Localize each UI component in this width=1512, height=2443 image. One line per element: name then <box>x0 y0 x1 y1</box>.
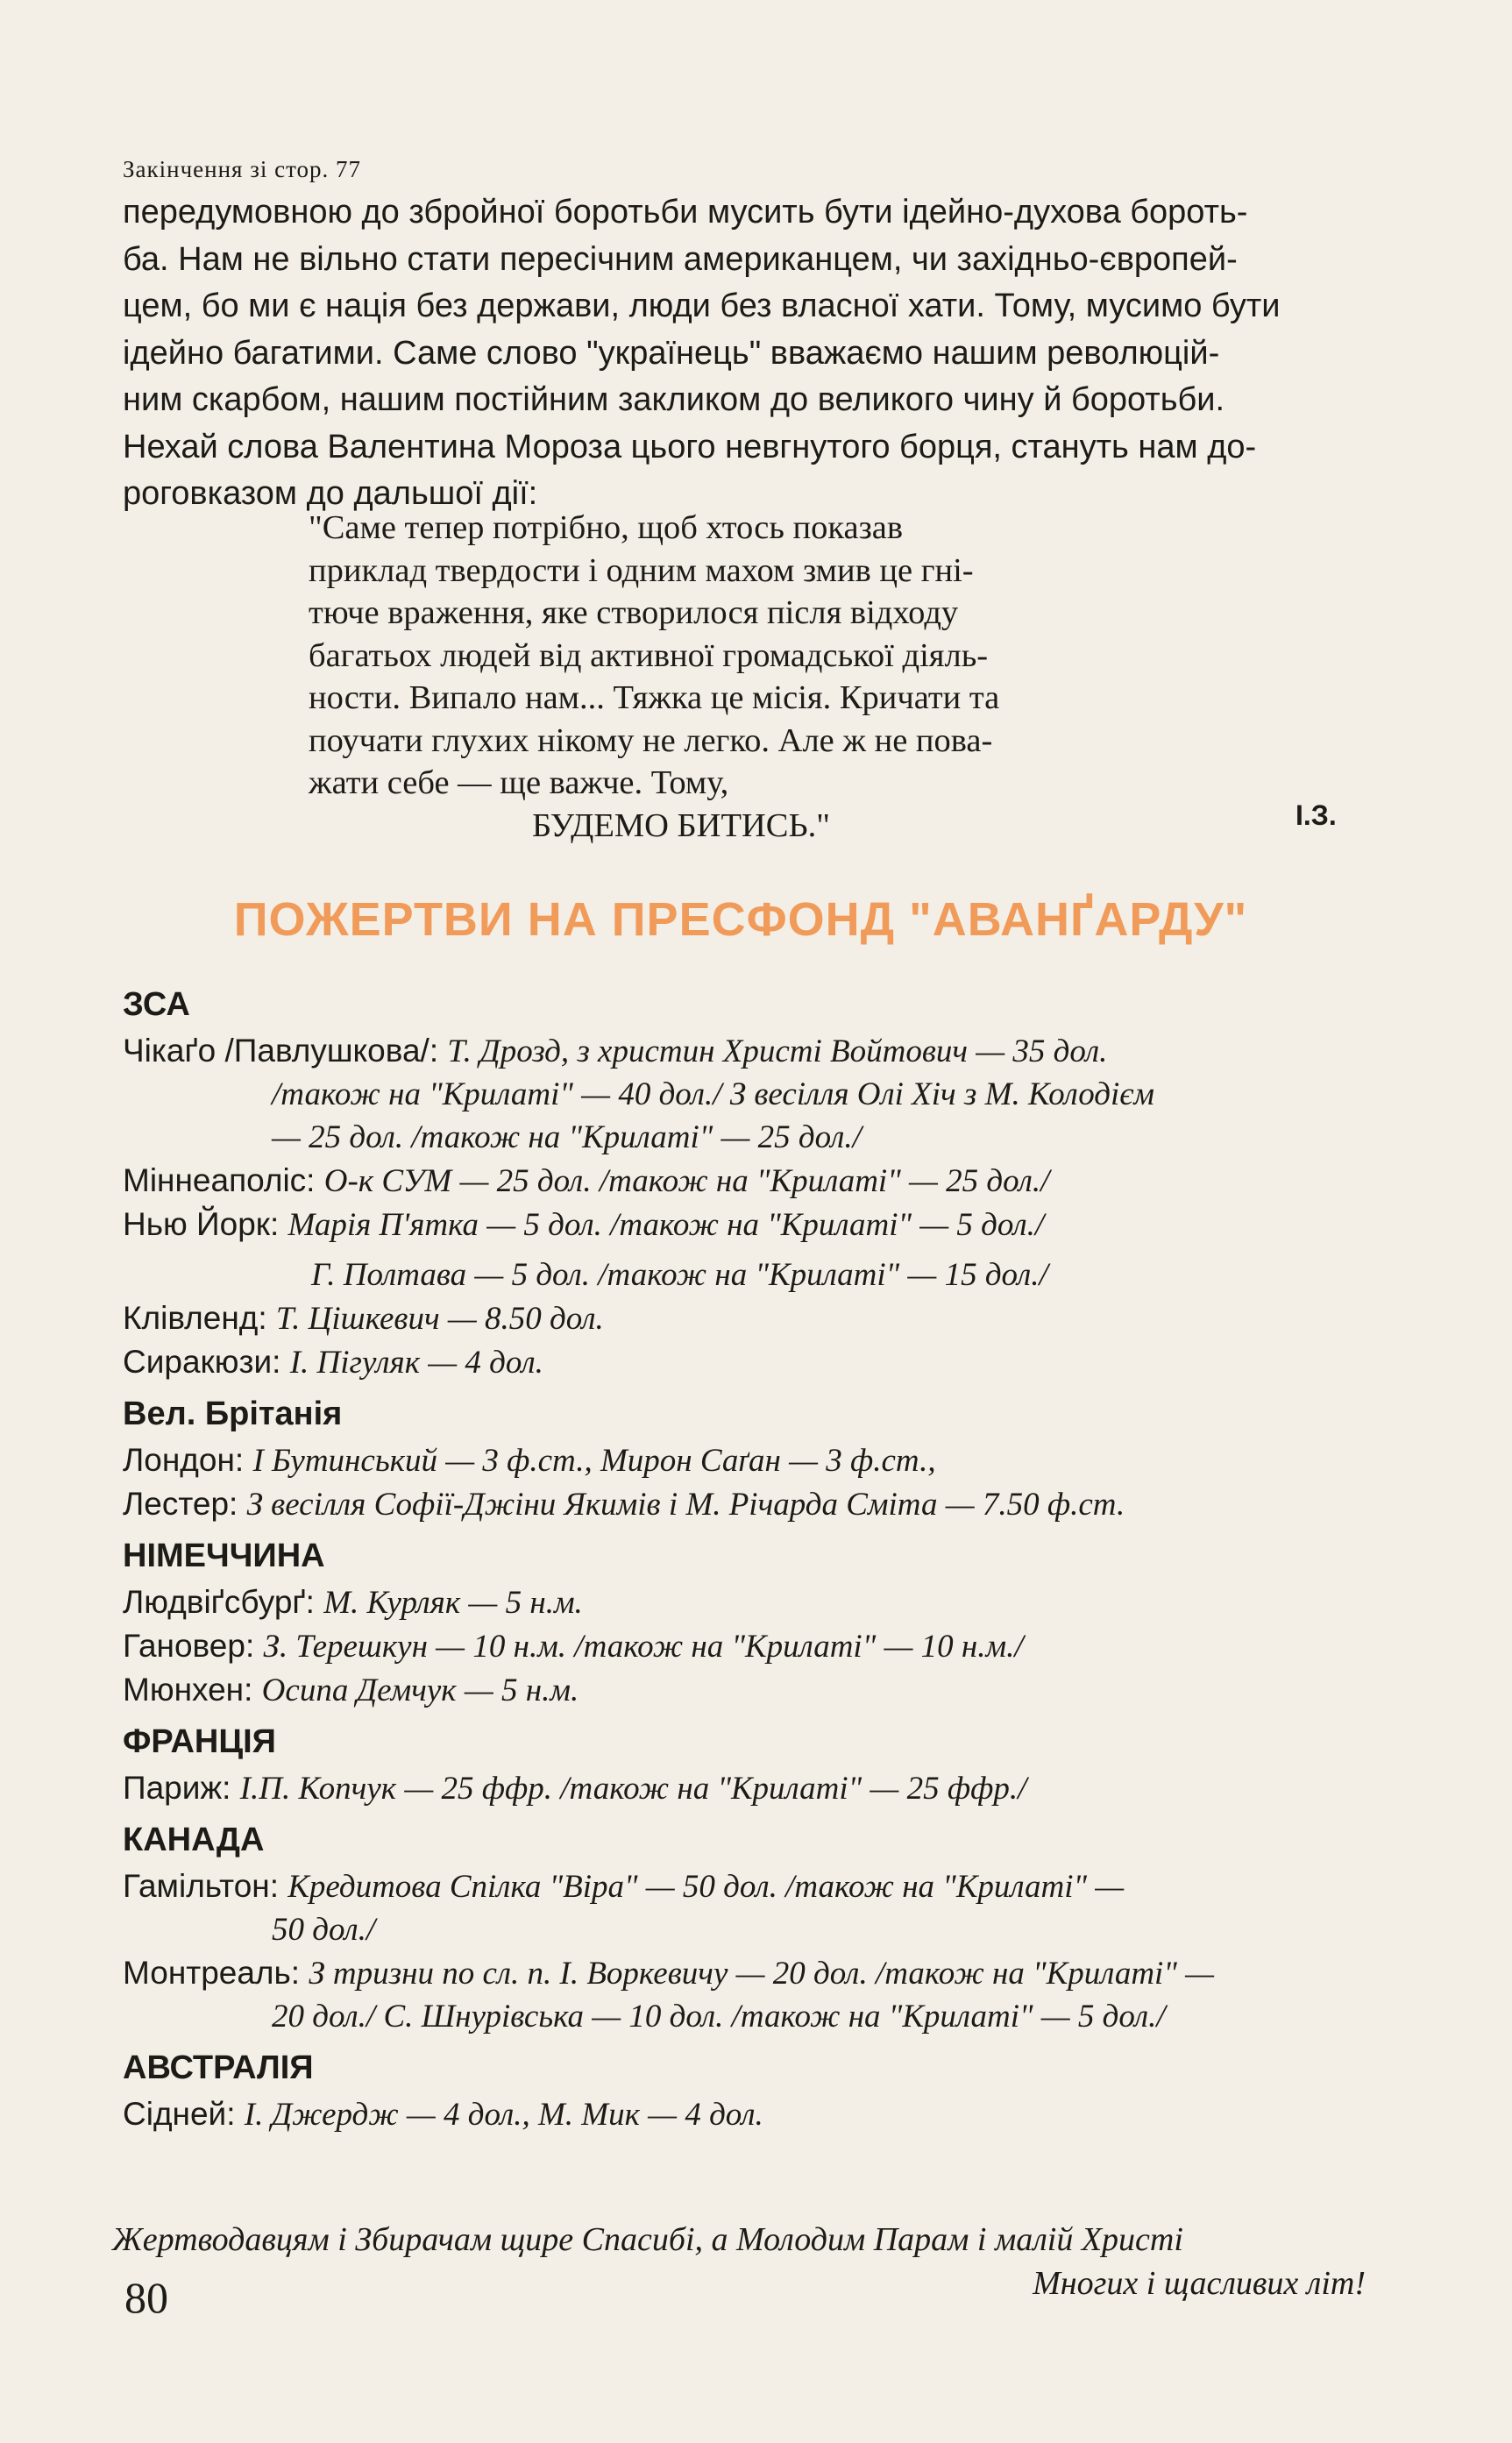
city-label: Гановер: <box>123 1628 264 1664</box>
donation-entry <box>123 1766 1385 1810</box>
city-label: Сідней: <box>123 2096 245 2132</box>
donation-text: І.П. Копчук — 25 ффр. /також на "Крилаті" — 25 ффр./ <box>239 1771 1027 1807</box>
intro-paragraph <box>123 189 1350 518</box>
donation-text: Т. Цішкевич — 8.50 дол. <box>275 1301 604 1337</box>
donation-entry <box>123 1668 1385 1712</box>
city-label: Клівленд: <box>123 1300 276 1336</box>
city-label: Сиракюзи: <box>123 1344 290 1380</box>
donation-entry <box>123 1203 1385 1246</box>
quote-line: жати себе — ще важче. Тому, <box>309 764 729 801</box>
quote-line: приклад твердости і одним махом змив це гні- <box>309 551 974 589</box>
donation-entry <box>123 1482 1385 1526</box>
donation-text: Т. Дрозд, з христин Христі Войтович — 35 дол. <box>447 1033 1108 1069</box>
quote-line: ности. Випало нам... Тяжка це місія. Кричати та <box>309 679 1000 716</box>
donations-list <box>123 975 1385 2136</box>
author-signature: І.З. <box>1295 799 1337 831</box>
country-heading: АВСТРАЛІЯ <box>123 2049 314 2086</box>
donation-entry <box>123 1580 1385 1624</box>
donation-entry <box>123 1438 1385 1482</box>
thanks-note <box>112 2218 1366 2305</box>
donation-text: З. Терешкун — 10 н.м. /також на "Крилаті" — 10 н.м./ <box>263 1629 1024 1665</box>
donation-entry <box>123 1296 1385 1340</box>
intro-line: ба. Нам не вільно стати пересічним американцем, чи західньо-європей- <box>123 240 1238 278</box>
country-heading: КАНАДА <box>123 1822 265 1858</box>
city-label: Нью Йорк: <box>123 1206 288 1242</box>
donation-text: — 25 дол. /також на "Крилаті" — 25 дол./ <box>272 1119 862 1155</box>
country-heading: ФРАНЦІЯ <box>123 1723 276 1760</box>
country-heading: НІМЕЧЧИНА <box>123 1538 325 1574</box>
continued-note: Закінчення зі стор. 77 <box>123 156 362 182</box>
donation-entry <box>123 1159 1385 1203</box>
page-number: 80 <box>124 2273 168 2322</box>
donation-entry <box>123 1340 1385 1384</box>
thanks-line: Жертводавцям і Збирачам щире Спасибі, а Молодим Парам і малій Христі <box>112 2221 1183 2258</box>
intro-line: ідейно багатими. Саме слово "українець" вважаємо нашим революцій- <box>123 334 1220 372</box>
quote-line: поучати глухих нікому не легко. Але ж не пова- <box>309 721 993 759</box>
donation-entry <box>123 1864 1385 1951</box>
intro-line: ним скарбом, нашим постійним закликом до великого чину й боротьби. <box>123 381 1225 418</box>
city-label: Лондон: <box>123 1442 253 1478</box>
intro-line: роговказом до дальшої дії: <box>123 475 538 512</box>
donations-heading: ПОЖЕРТВИ НА ПРЕСФОНД "АВАНҐАРДУ" <box>233 893 1248 946</box>
donation-text: Марія П'ятка — 5 дол. /також на "Крилаті" — 5 дол./ <box>287 1207 1045 1243</box>
donation-text: Г. Полтава — 5 дол. /також на "Крилаті" — 15 дол./ <box>311 1257 1048 1293</box>
intro-line: передумовною до збройної боротьби мусить бути ідейно-духова бороть- <box>123 194 1248 231</box>
donation-text: І Бутинський — 3 ф.ст., Мирон Саґан — 3 ф.ст., <box>252 1443 936 1479</box>
quote-line: "Саме тепер потрібно, щоб хтось показав <box>309 509 904 546</box>
donation-text: М. Курляк — 5 н.м. <box>323 1585 583 1621</box>
quote-block <box>309 507 1185 847</box>
country-heading: ЗСА <box>123 986 190 1023</box>
city-label: Монтреаль: <box>123 1955 309 1991</box>
donation-entry <box>123 1951 1385 2038</box>
donation-text: 20 дол./ С. Шнурівська — 10 дол. /також на "Крилаті" — 5 дол./ <box>272 1999 1166 2035</box>
donation-text: З весілля Софії-Джіни Якимів і М. Річарда Сміта — 7.50 ф.ст. <box>246 1487 1125 1523</box>
donation-entry <box>123 1029 1385 1159</box>
city-label: Чікаґо /Павлушкова/: <box>123 1033 448 1069</box>
donation-entry <box>123 1624 1385 1668</box>
donation-entry <box>123 2092 1385 2136</box>
city-label: Людвіґсбурґ: <box>123 1584 324 1620</box>
donation-entry <box>123 1253 1385 1296</box>
city-label: Міннеаполіс: <box>123 1162 324 1198</box>
quote-line: БУДЕМО БИТИСЬ." <box>532 806 830 844</box>
donation-text: І. Джердж — 4 дол., М. Мик — 4 дол. <box>244 2097 763 2133</box>
thanks-line: Многих і щасливих літ! <box>1033 2265 1366 2302</box>
city-label: Париж: <box>123 1770 240 1806</box>
intro-line: цем, бо ми є нація без держави, люди без власної хати. Тому, мусимо бути <box>123 288 1281 324</box>
donation-text: І. Пігуляк — 4 дол. <box>289 1345 543 1381</box>
donation-text: /також на "Крилаті" — 40 дол./ З весілля Олі Хіч з М. Колодієм <box>272 1076 1155 1112</box>
city-label: Мюнхен: <box>123 1672 262 1708</box>
city-label: Гамільтон: <box>123 1868 288 1904</box>
intro-line: Нехай слова Валентина Мороза цього невгнутого борця, стануть нам до- <box>123 428 1257 465</box>
city-label: Лестер: <box>123 1486 247 1522</box>
donation-text: Кредитова Спілка "Віра" — 50 дол. /також на "Крилаті" — <box>287 1869 1125 1905</box>
quote-line: багатьох людей від активної громадської діяль- <box>309 636 989 674</box>
quote-line: тюче враження, яке створилося після відходу <box>309 594 959 631</box>
donation-text: З тризни по сл. п. І. Воркевичу — 20 дол. /також на "Крилаті" — <box>309 1956 1215 1992</box>
donation-text: 50 дол./ <box>272 1912 376 1948</box>
donation-text: Осипа Демчук — 5 н.м. <box>261 1672 579 1708</box>
country-heading: Вел. Брітанія <box>123 1395 343 1432</box>
donation-text: О-к СУМ — 25 дол. /також на "Крилаті" — 25 дол./ <box>323 1163 1050 1199</box>
